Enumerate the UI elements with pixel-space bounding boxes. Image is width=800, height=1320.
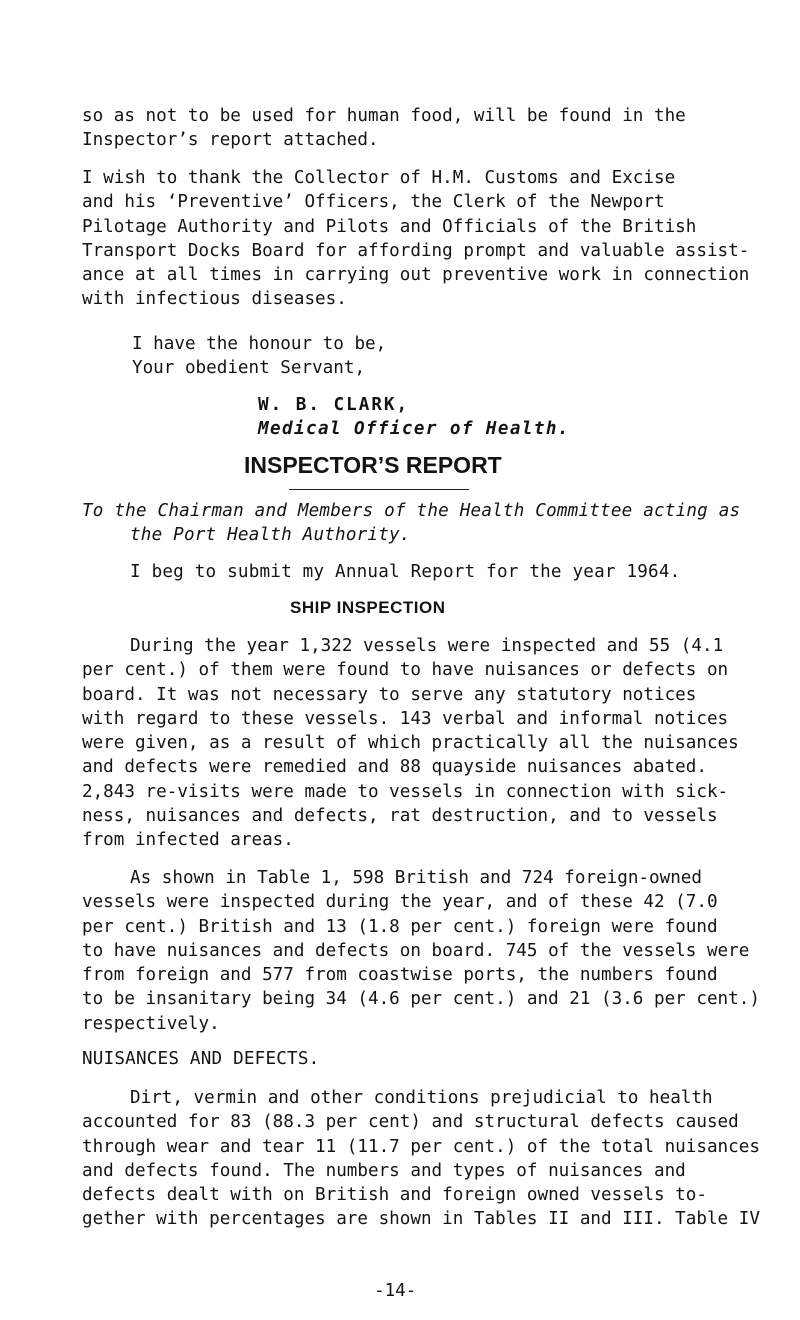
paragraph-line: to have nuisances and defects on board. 745 of the vessels were [82,940,750,961]
intro-line: so as not to be used for human food, will be found in the [82,106,686,126]
submit-line: I beg to submit my Annual Report for the year 1964. [130,562,681,582]
paragraph-line: ness, nuisances and defects, rat destruction, and to vessels [82,806,718,827]
ship-inspection-paragraph [82,866,760,1036]
paragraph-line: through wear and tear 11 (11.7 per cent.) of the total nuisances [82,1136,760,1157]
nuisances-heading: NUISANCES AND DEFECTS. [82,1049,320,1069]
paragraph-line: to be insanitary being 34 (4.6 per cent.) and 21 (3.6 per cent.) [82,989,760,1010]
intro-line: Inspector’s report attached. [82,130,379,151]
page-number: -14- [374,1280,417,1301]
thanks-line: ance at all times in carrying out preventive work in connection [82,265,750,286]
paragraph-line: gether with percentages are shown in Tables II and III. Table IV [82,1209,760,1230]
thanks-line: Transport Docks Board for affording prompt and valuable assist- [82,240,750,261]
paragraph-line: were given, as a result of which practically all the nuisances [82,733,739,754]
signature-title: Medical Officer of Health. [258,419,570,439]
paragraph-line: per cent.) of them were found to have nuisances or defects on [82,660,729,681]
nuisances-paragraph [82,1086,760,1232]
paragraph-line: accounted for 83 (88.3 per cent) and structural defects caused [82,1112,739,1133]
paragraph-line: and defects were remedied and 88 quayside nuisances abated. [82,757,707,778]
addressee-line: the Port Health Authority. [130,525,411,545]
paragraph-line: per cent.) British and 13 (1.8 per cent.) foreign were found [82,916,718,937]
closing-line: Your obedient Servant, [132,358,366,378]
closing-line: I have the honour to be, [132,334,387,354]
paragraph-line: respectively. [82,1013,220,1034]
thanks-line: with infectious diseases. [82,289,347,310]
paragraph-line: 2,843 re-visits were made to vessels in connection with sick- [82,781,729,802]
paragraph-line: vessels were inspected during the year, and of these 42 (7.0 [82,892,718,913]
paragraph-line: and defects found. The numbers and types of nuisances and [82,1160,686,1181]
thanks-paragraph [82,166,749,312]
addressee-line: To the Chairman and Members of the Health Committee acting as [82,501,741,521]
paragraph-line: with regard to these vessels. 143 verbal and informal notices [82,708,729,729]
report-heading: INSPECTOR’S REPORT [244,452,502,478]
signature-name: W. B. CLARK, [258,395,410,415]
thanks-line: Pilotage Authority and Pilots and Officials of the British [82,216,697,237]
heading-rule [289,489,469,490]
paragraph-line: defects dealt with on British and foreign owned vessels to- [82,1185,707,1206]
paragraph-line: Dirt, vermin and other conditions prejudicial to health [130,1088,713,1108]
ship-inspection-heading: SHIP INSPECTION [290,598,446,617]
ship-inspection-paragraph [82,634,739,853]
paragraph-line: from infected areas. [82,830,294,851]
thanks-line: I wish to thank the Collector of H.M. Customs and Excise [82,168,676,188]
paragraph-line: from foreign and 577 from coastwise ports, the numbers found [82,965,718,986]
intro-paragraph [82,104,686,153]
paragraph-line: During the year 1,322 vessels were inspected and 55 (4.1 [130,636,724,656]
thanks-line: and his ‘Preventive’ Officers, the Clerk of the Newport [82,192,665,213]
paragraph-line: As shown in Table 1, 598 British and 724 foreign-owned [130,868,702,888]
paragraph-line: board. It was not necessary to serve any statutory notices [82,684,697,705]
